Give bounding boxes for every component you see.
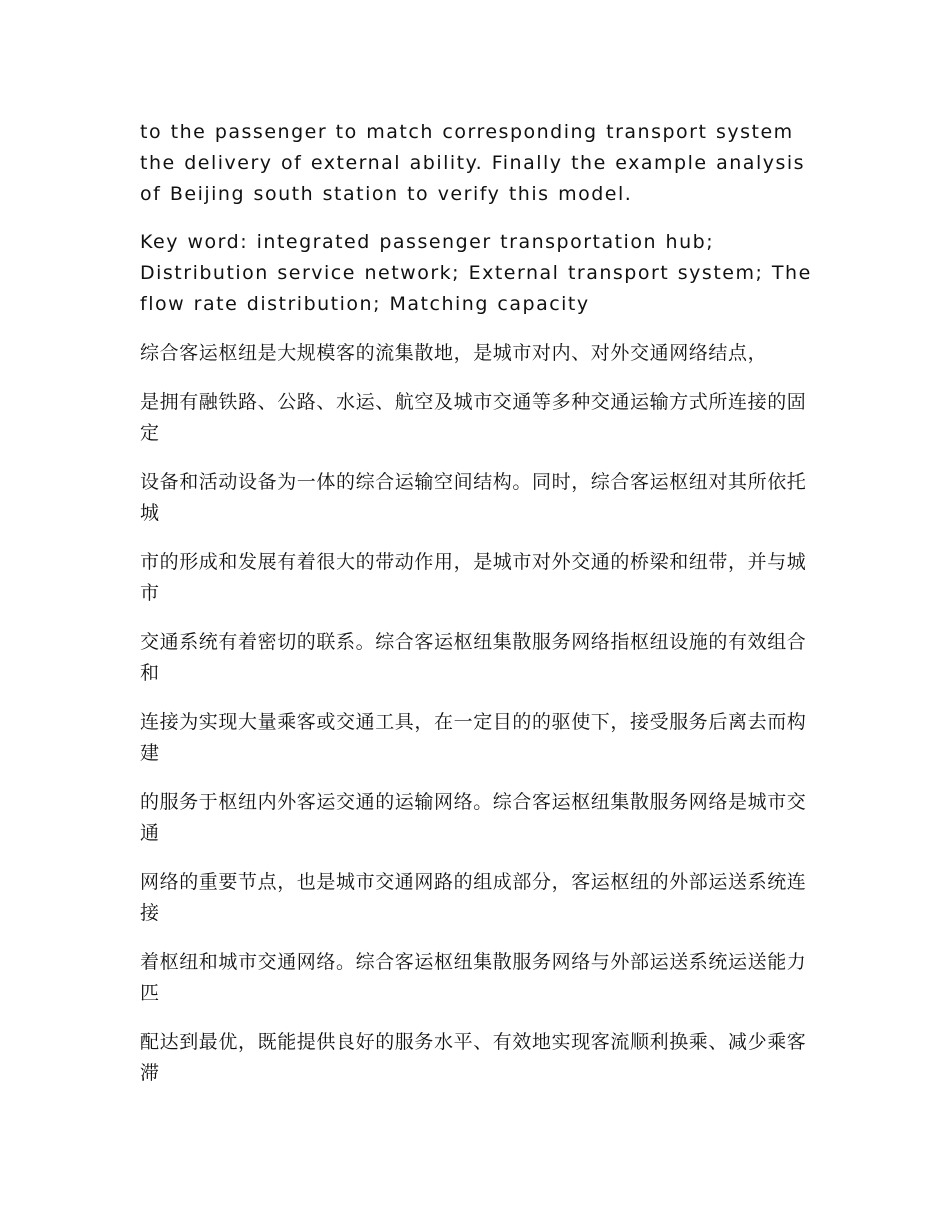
body-paragraph: 交通系统有着密切的联系。综合客运枢纽集散服务网络指枢纽设施的有效组合和	[140, 631, 807, 684]
body-paragraph: 综合客运枢纽是大规模客的流集散地，是城市对内、对外交通网络结点，	[140, 342, 768, 364]
body-paragraph: 连接为实现大量乘客或交通工具，在一定目的的驱使下，接受服务后离去而构建	[140, 711, 807, 764]
abstract-continuation: to the passenger to match corresponding transport system the delivery of external ability. Finally the example analysis of Beijing south station to verify this model.	[140, 121, 806, 205]
body-paragraph: 的服务于枢纽内外客运交通的运输网络。综合客运枢纽集散服务网络是城市交通	[140, 791, 807, 844]
page-content	[140, 117, 812, 1107]
body-paragraph: 市的形成和发展有着很大的带动作用，是城市对外交通的桥梁和纽带，并与城市	[140, 551, 807, 604]
body-paragraph: 设备和活动设备为一体的综合运输空间结构。同时，综合客运枢纽对其所依托城	[140, 471, 807, 524]
keywords-paragraph: Key word: integrated passenger transportation hub; Distribution service network; External transport system; The flow rate distribution; Matching capacity	[140, 231, 812, 315]
body-paragraph: 着枢纽和城市交通网络。综合客运枢纽集散服务网络与外部运送系统运送能力匹	[140, 951, 807, 1004]
body-paragraph: 是拥有融铁路、公路、水运、航空及城市交通等多种交通运输方式所连接的固定	[140, 391, 807, 444]
body-paragraph: 网络的重要节点，也是城市交通网路的组成部分，客运枢纽的外部运送系统连接	[140, 871, 807, 924]
body-paragraph: 配达到最优，既能提供良好的服务水平、有效地实现客流顺利换乘、减少乘客滞	[140, 1031, 807, 1084]
